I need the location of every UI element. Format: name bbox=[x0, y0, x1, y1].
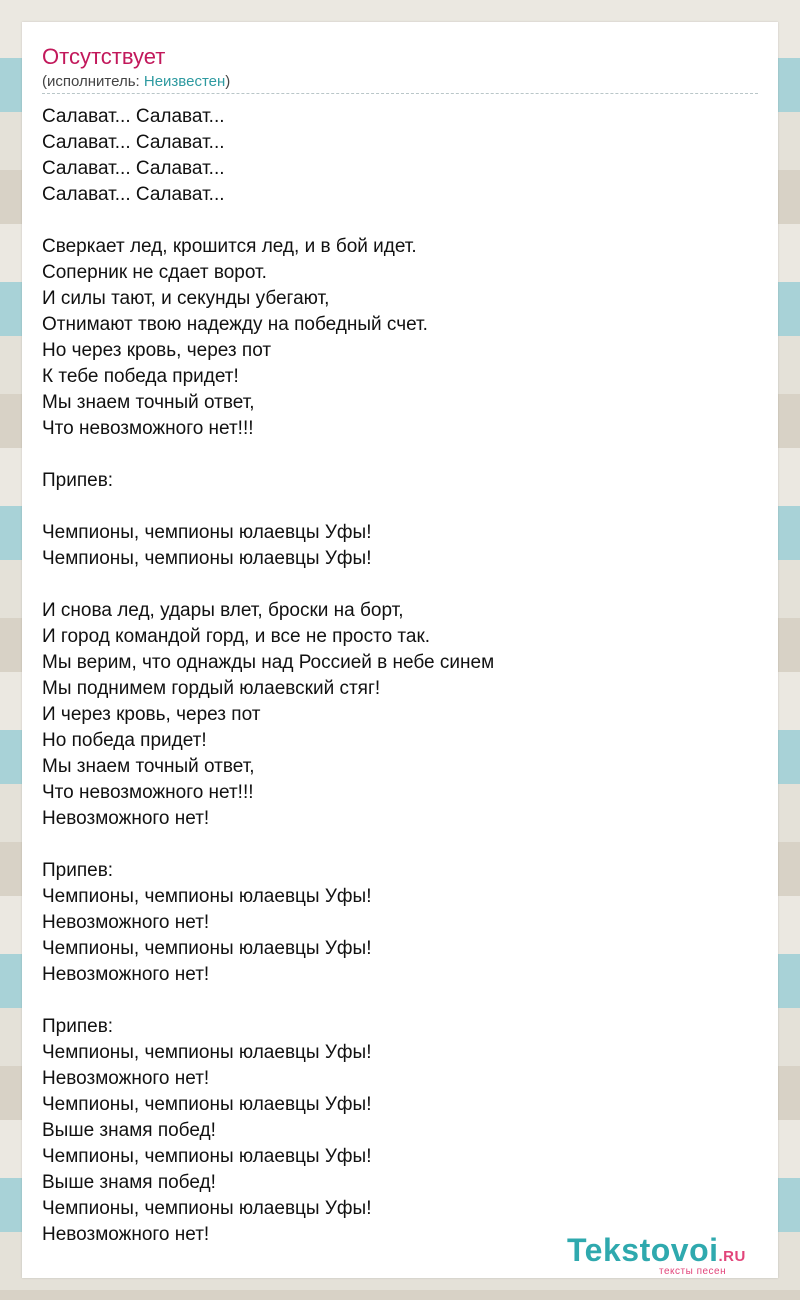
lyric-line: Что невозможного нет!!! bbox=[42, 418, 254, 439]
lyric-line: Мы знаем точный ответ, bbox=[42, 756, 255, 777]
lyric-line: Невозможного нет! bbox=[42, 912, 210, 933]
song-title: Отсутствует bbox=[42, 44, 166, 69]
logo-tagline: тексты песен bbox=[659, 1266, 727, 1277]
lyric-line: Мы поднимем гордый юлаевский стяг! bbox=[42, 678, 381, 699]
logo-name: Tekstovoi bbox=[567, 1232, 719, 1268]
lyric-line bbox=[42, 832, 758, 858]
artist-link[interactable]: Неизвестен bbox=[143, 73, 226, 90]
lyric-line: Чемпионы, чемпионы юлаевцы Уфы! bbox=[42, 1198, 372, 1219]
logo-tld: .RU bbox=[718, 1248, 746, 1265]
lyric-line: И снова лед, удары влет, броски на борт, bbox=[42, 600, 404, 621]
lyric-line bbox=[42, 442, 758, 468]
lyric-line: Чемпионы, чемпионы юлаевцы Уфы! bbox=[42, 1146, 372, 1167]
lyric-line: Соперник не сдает ворот. bbox=[42, 262, 267, 283]
lyric-line: И через кровь, через пот bbox=[42, 704, 261, 725]
lyric-line: Но через кровь, через пот bbox=[42, 340, 272, 361]
lyric-line: Мы верим, что однажды над Россией в небе синем bbox=[42, 652, 495, 673]
lyric-line: И город командой горд, и все не просто так. bbox=[42, 626, 431, 647]
lyric-line: Салават... Салават... bbox=[42, 158, 225, 179]
site-logo[interactable] bbox=[567, 1232, 777, 1277]
lyric-line: Припев: bbox=[42, 860, 114, 881]
lyric-line: Невозможного нет! bbox=[42, 964, 210, 985]
lyrics-card bbox=[22, 22, 778, 1278]
lyric-line: Чемпионы, чемпионы юлаевцы Уфы! bbox=[42, 886, 372, 907]
artist-line bbox=[42, 73, 230, 90]
logo-wordmark bbox=[567, 1232, 777, 1269]
artist-suffix: ) bbox=[225, 73, 231, 90]
lyric-line: Припев: bbox=[42, 470, 114, 491]
lyric-line: Припев: bbox=[42, 1016, 114, 1037]
lyric-line: Салават... Салават... bbox=[42, 184, 225, 205]
lyric-line: К тебе победа придет! bbox=[42, 366, 239, 387]
lyric-line: Отнимают твою надежду на победный счет. bbox=[42, 314, 428, 335]
lyric-line: Чемпионы, чемпионы юлаевцы Уфы! bbox=[42, 938, 372, 959]
dashed-divider bbox=[42, 93, 758, 94]
lyric-line: И силы тают, и секунды убегают, bbox=[42, 288, 330, 309]
lyric-line bbox=[42, 208, 758, 234]
lyric-line: Невозможного нет! bbox=[42, 808, 210, 829]
lyric-line: Чемпионы, чемпионы юлаевцы Уфы! bbox=[42, 548, 372, 569]
lyric-line: Чемпионы, чемпионы юлаевцы Уфы! bbox=[42, 1042, 372, 1063]
lyric-line: Сверкает лед, крошится лед, и в бой идет. bbox=[42, 236, 417, 257]
lyric-line bbox=[42, 494, 758, 520]
lyric-line: Салават... Салават... bbox=[42, 132, 225, 153]
artist-prefix: (исполнитель: bbox=[42, 73, 144, 90]
lyric-line bbox=[42, 572, 758, 598]
lyrics-text bbox=[42, 104, 758, 1248]
lyric-line: Чемпионы, чемпионы юлаевцы Уфы! bbox=[42, 1094, 372, 1115]
lyric-line: Что невозможного нет!!! bbox=[42, 782, 254, 803]
lyric-line: Мы знаем точный ответ, bbox=[42, 392, 255, 413]
lyric-line: Выше знамя побед! bbox=[42, 1172, 216, 1193]
lyric-line bbox=[42, 988, 758, 1014]
lyric-line: Чемпионы, чемпионы юлаевцы Уфы! bbox=[42, 522, 372, 543]
lyric-line: Невозможного нет! bbox=[42, 1224, 210, 1245]
lyric-line: Салават... Салават... bbox=[42, 106, 225, 127]
lyric-line: Но победа придет! bbox=[42, 730, 207, 751]
lyric-line: Выше знамя побед! bbox=[42, 1120, 216, 1141]
lyric-line: Невозможного нет! bbox=[42, 1068, 210, 1089]
